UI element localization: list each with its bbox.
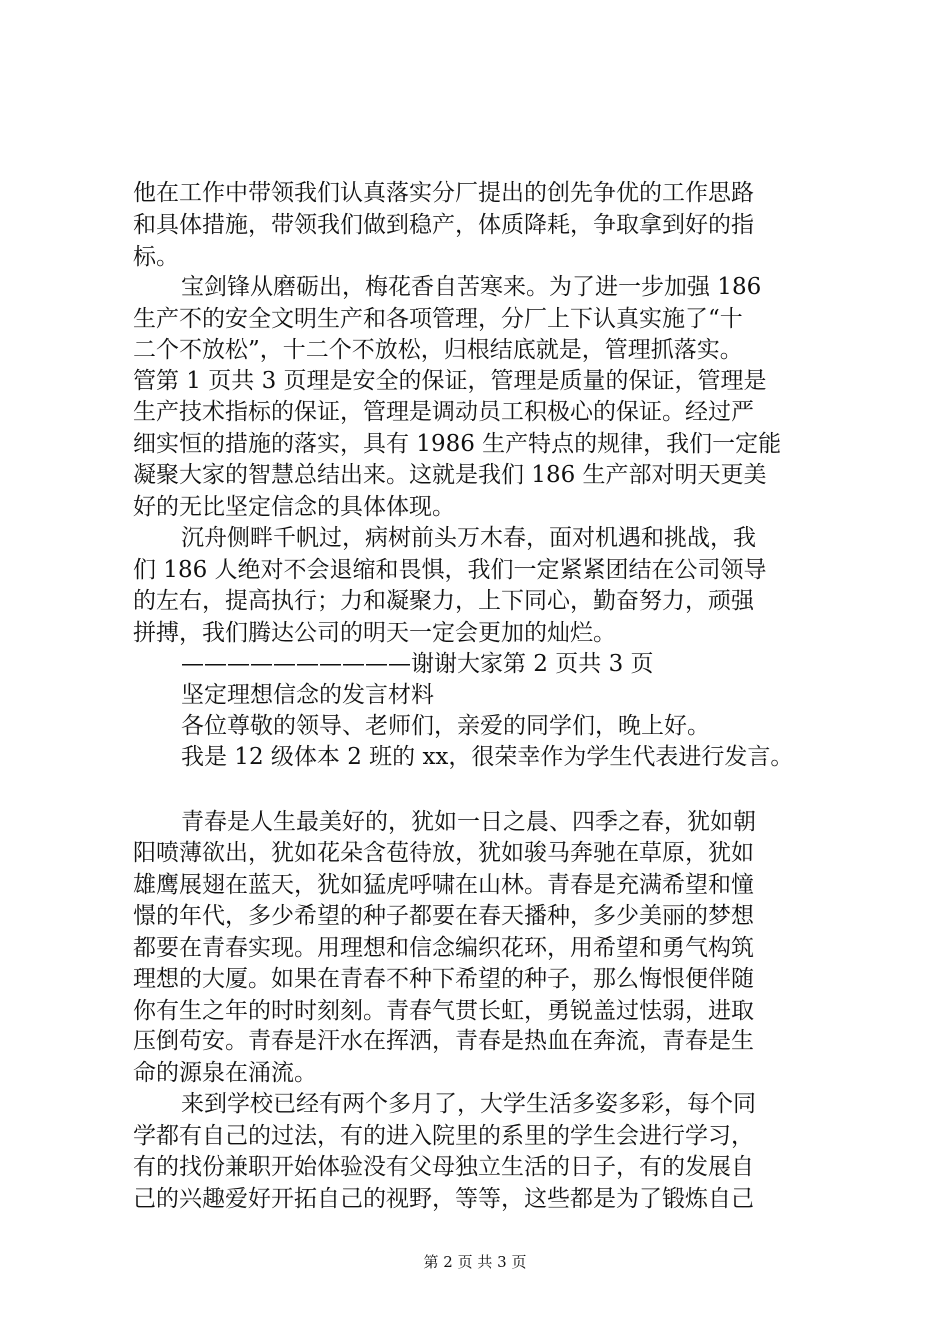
text-line: 生产不的安全文明生产和各项管理，分厂上下认真实施了“十: [133, 306, 743, 332]
text-line: 我是 12 级体本 2 班的 xx，很荣幸作为学生代表进行发言。: [181, 744, 794, 770]
text-line: 二个不放松”，十二个不放松，归根结底就是，管理抓落实。: [133, 337, 743, 363]
text-line: 宝剑锋从磨砺出，梅花香自苦寒来。为了进一步加强 186: [181, 274, 762, 300]
text-line: 和具体措施，带领我们做到稳产，体质降耗，争取拿到好的指: [133, 212, 754, 238]
text-line: 青春是人生最美好的，犹如一日之晨、四季之春，犹如朝: [181, 809, 756, 835]
text-line: 压倒苟安。青春是汗水在挥洒，青春是热血在奔流，青春是生: [133, 1028, 754, 1054]
text-line: 己的兴趣爱好开拓自己的视野，等等，这些都是为了锻炼自己: [133, 1186, 754, 1212]
text-line: 来到学校已经有两个多月了，大学生活多姿多彩，每个同: [181, 1091, 756, 1117]
text-line: 各位尊敬的领导、老师们，亲爱的同学们，晚上好。: [181, 713, 710, 739]
text-line: 憬的年代，多少希望的种子都要在春天播种，多少美丽的梦想: [133, 903, 754, 929]
page-footer: 第 2 页 共 3 页: [423, 1253, 527, 1271]
text-line: 你有生之年的时时刻刻。青春气贯长虹，勇锐盖过怯弱，进取: [133, 998, 754, 1024]
text-line: 他在工作中带领我们认真落实分厂提出的创先争优的工作思路: [133, 180, 754, 206]
text-line: 沉舟侧畔千帆过，病树前头万木春，面对机遇和挑战，我: [181, 525, 756, 551]
text-line: 管第 1 页共 3 页理是安全的保证，管理是质量的保证，管理是: [133, 368, 767, 394]
text-line: 雄鹰展翅在蓝天，犹如猛虎呼啸在山林。青春是充满希望和憧: [133, 872, 754, 898]
text-line: 生产技术指标的保证，管理是调动员工积极心的保证。经过严: [133, 399, 754, 425]
text-line: 命的源泉在涌流。: [133, 1060, 317, 1086]
text-line: 们 186 人绝对不会退缩和畏惧，我们一定紧紧团结在公司领导: [133, 557, 767, 583]
text-line: 标。: [133, 244, 179, 270]
text-line: 都要在青春实现。用理想和信念编织花环，用希望和勇气构筑: [133, 935, 754, 961]
text-line: 好的无比坚定信念的具体体现。: [133, 494, 455, 520]
text-line: 细实恒的措施的落实，具有 1986 生产特点的规律，我们一定能: [133, 431, 782, 457]
text-line: 学都有自己的过法，有的进入院里的系里的学生会进行学习，: [133, 1123, 754, 1149]
text-line: 坚定理想信念的发言材料: [181, 682, 434, 708]
text-line: 阳喷薄欲出，犹如花朵含苞待放，犹如骏马奔驰在草原，犹如: [133, 840, 754, 866]
text-line: 凝聚大家的智慧总结出来。这就是我们 186 生产部对明天更美: [133, 462, 767, 488]
text-line: 拼搏，我们腾达公司的明天一定会更加的灿烂。: [133, 620, 616, 646]
text-line: 有的找份兼职开始体验没有父母独立生活的日子，有的发展自: [133, 1154, 754, 1180]
text-line: 的左右，提高执行；力和凝聚力，上下同心，勤奋努力，顽强: [133, 588, 754, 614]
text-line: ——————————谢谢大家第 2 页共 3 页: [181, 651, 654, 677]
text-line: 理想的大厦。如果在青春不种下希望的种子，那么悔恨便伴随: [133, 966, 754, 992]
